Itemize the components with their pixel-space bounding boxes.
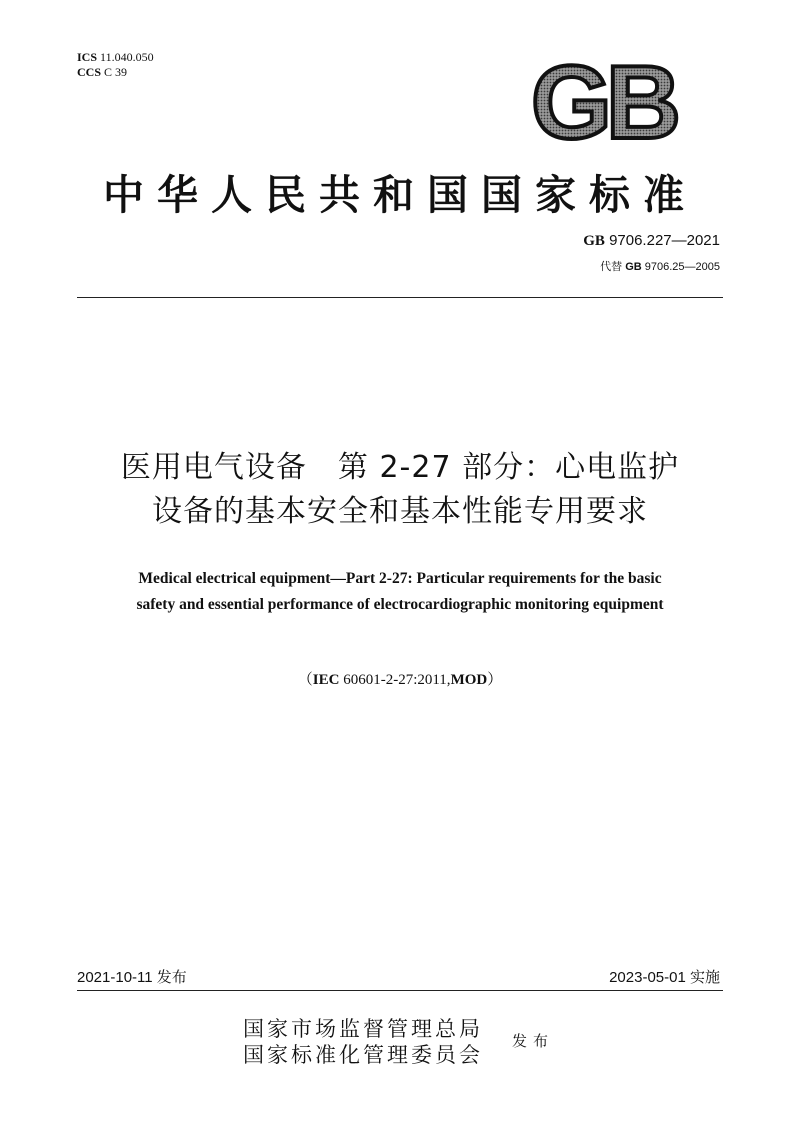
chinese-title: [40, 446, 760, 534]
publish-date: 2021-10-11 发布: [77, 969, 187, 986]
english-title-line-2: safety and essential performance of electrocardiographic monitoring equipment: [136, 596, 664, 613]
replaces-standard: 代替 GB 9706.25—2005: [600, 261, 720, 273]
national-standard-heading: 中华人民共和国国家标准: [103, 171, 697, 219]
issue-label: 发布: [512, 1032, 555, 1050]
implement-date: 2023-05-01 实施: [609, 969, 720, 986]
chinese-title-line-1: 医用电气设备 第 2-27 部分：心电监护: [120, 450, 680, 485]
bottom-divider: [77, 990, 723, 991]
classification-codes: [77, 50, 154, 80]
chinese-title-line-2: 设备的基本安全和基本性能专用要求: [152, 494, 648, 529]
issuer-samr: 国家市场监督管理总局: [243, 1017, 483, 1041]
ics-code: ICS 11.040.050: [77, 50, 154, 64]
gb-logo: [522, 60, 684, 145]
gb-logo-text: GB: [531, 60, 675, 145]
issuer-sac: 国家标准化管理委员会: [243, 1043, 483, 1067]
english-title: [60, 566, 740, 618]
ccs-code: CCS C 39: [77, 65, 128, 79]
iec-equivalence: （IEC 60601-2-27:2011,MOD）: [297, 672, 503, 688]
top-divider: [77, 297, 723, 298]
standard-number: GB 9706.227—2021: [583, 232, 720, 249]
english-title-line-1: Medical electrical equipment—Part 2-27: Particular requirements for the basic: [138, 570, 662, 587]
issuing-authorities: [243, 1016, 483, 1068]
